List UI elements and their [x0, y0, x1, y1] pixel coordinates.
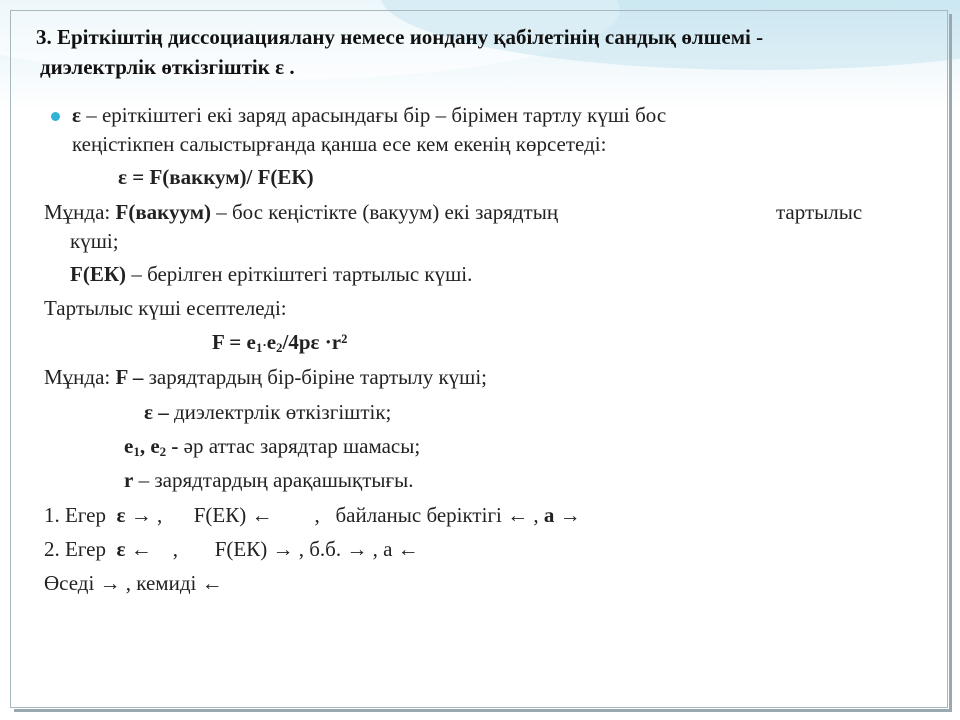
bullet-line-1	[72, 100, 666, 130]
formula-dot: ·	[262, 337, 267, 352]
formula-force-part: e	[266, 330, 277, 354]
bullet-dot-icon	[51, 112, 60, 121]
r-term: r	[124, 468, 134, 492]
f-text: зарядтардың бір-біріне тартылу күші;	[143, 365, 488, 389]
f-term: F –	[115, 365, 144, 389]
munda-line-1-right	[776, 197, 862, 227]
e-term-part: e	[124, 434, 134, 458]
f-ek-term: F(ЕК)	[70, 262, 127, 286]
rule1-text: , F(ЕК) ← , байланыс беріктігі ← ,	[151, 503, 544, 527]
legend-line	[44, 568, 223, 598]
e-term-part: -	[166, 434, 179, 458]
subscript-2: 2	[276, 340, 283, 355]
f-vacuum-continuation: күші;	[70, 229, 119, 253]
munda-line-1-continuation	[70, 226, 119, 256]
rule1-a-symbol: a →	[543, 503, 581, 527]
f-ek-line	[70, 259, 472, 289]
rule2-epsilon: ε ←	[116, 537, 152, 561]
f-vacuum-term: F(вакуум)	[115, 200, 211, 224]
bullet-line-2	[72, 129, 606, 159]
title-line-1: 3. Еріткіштің диссоциациялану немесе иондану қабілетінің сандық өлшемі -	[36, 25, 764, 49]
formula-force	[212, 327, 347, 363]
rule-2	[44, 534, 419, 564]
calc-intro-text: Тартылыс күші есептеледі:	[44, 296, 287, 320]
f-vacuum-text: – бос кеңістікте (вакуум) екі зарядтың	[211, 200, 559, 224]
rule2-text: , F(ЕК) → , б.б. → , а ←	[151, 537, 419, 561]
bullet-text-2: кеңістікпен салыстырғанда қанша есе кем екенің көрсетеді:	[72, 132, 607, 156]
e-text: әр аттас зарядтар шамасы;	[178, 434, 421, 458]
munda2-prefix: Мұнда:	[44, 365, 116, 389]
f-vacuum-text-right: тартылыс	[776, 200, 863, 224]
e-definition	[124, 431, 420, 467]
rule1-prefix: 1. Егер	[44, 503, 117, 527]
epsilon-symbol: ε	[72, 103, 81, 127]
slide-title	[36, 22, 951, 82]
subscript-2: 2	[159, 444, 167, 459]
rule-1	[44, 500, 581, 530]
formula-epsilon	[118, 162, 314, 192]
epsilon-text: диэлектрлік өткізгіштік;	[168, 400, 392, 424]
legend-text: Өседі → , кемиді ←	[44, 571, 223, 595]
munda-line-1	[44, 197, 558, 227]
r-text: – зарядтардың арақашықтығы.	[133, 468, 414, 492]
formula-epsilon-text: ε = F(ваккум)/ F(ЕК)	[118, 165, 314, 189]
r-definition	[124, 465, 413, 495]
f-ek-text: – берілген еріткіштегі тартылыс күші.	[126, 262, 473, 286]
munda-prefix: Мұнда:	[44, 200, 116, 224]
epsilon-term: ε –	[144, 400, 169, 424]
subscript-1: 1	[133, 444, 140, 459]
calc-intro	[44, 293, 287, 323]
epsilon-definition	[144, 397, 391, 427]
bullet-text-1: – еріткіштегі екі заряд арасындағы бір – бірімен тартлу күші бос	[80, 103, 667, 127]
formula-force-part: /4pε ·r²	[282, 330, 348, 354]
subscript-1: 1	[255, 340, 263, 355]
formula-force-part: F = e	[212, 330, 256, 354]
munda-line-2	[44, 362, 487, 392]
rule2-prefix: 2. Егер	[44, 537, 117, 561]
e-term-part: , e	[139, 434, 160, 458]
rule1-epsilon: ε →	[116, 503, 152, 527]
title-line-2: диэлектрлік өткізгіштік ε .	[40, 55, 295, 79]
